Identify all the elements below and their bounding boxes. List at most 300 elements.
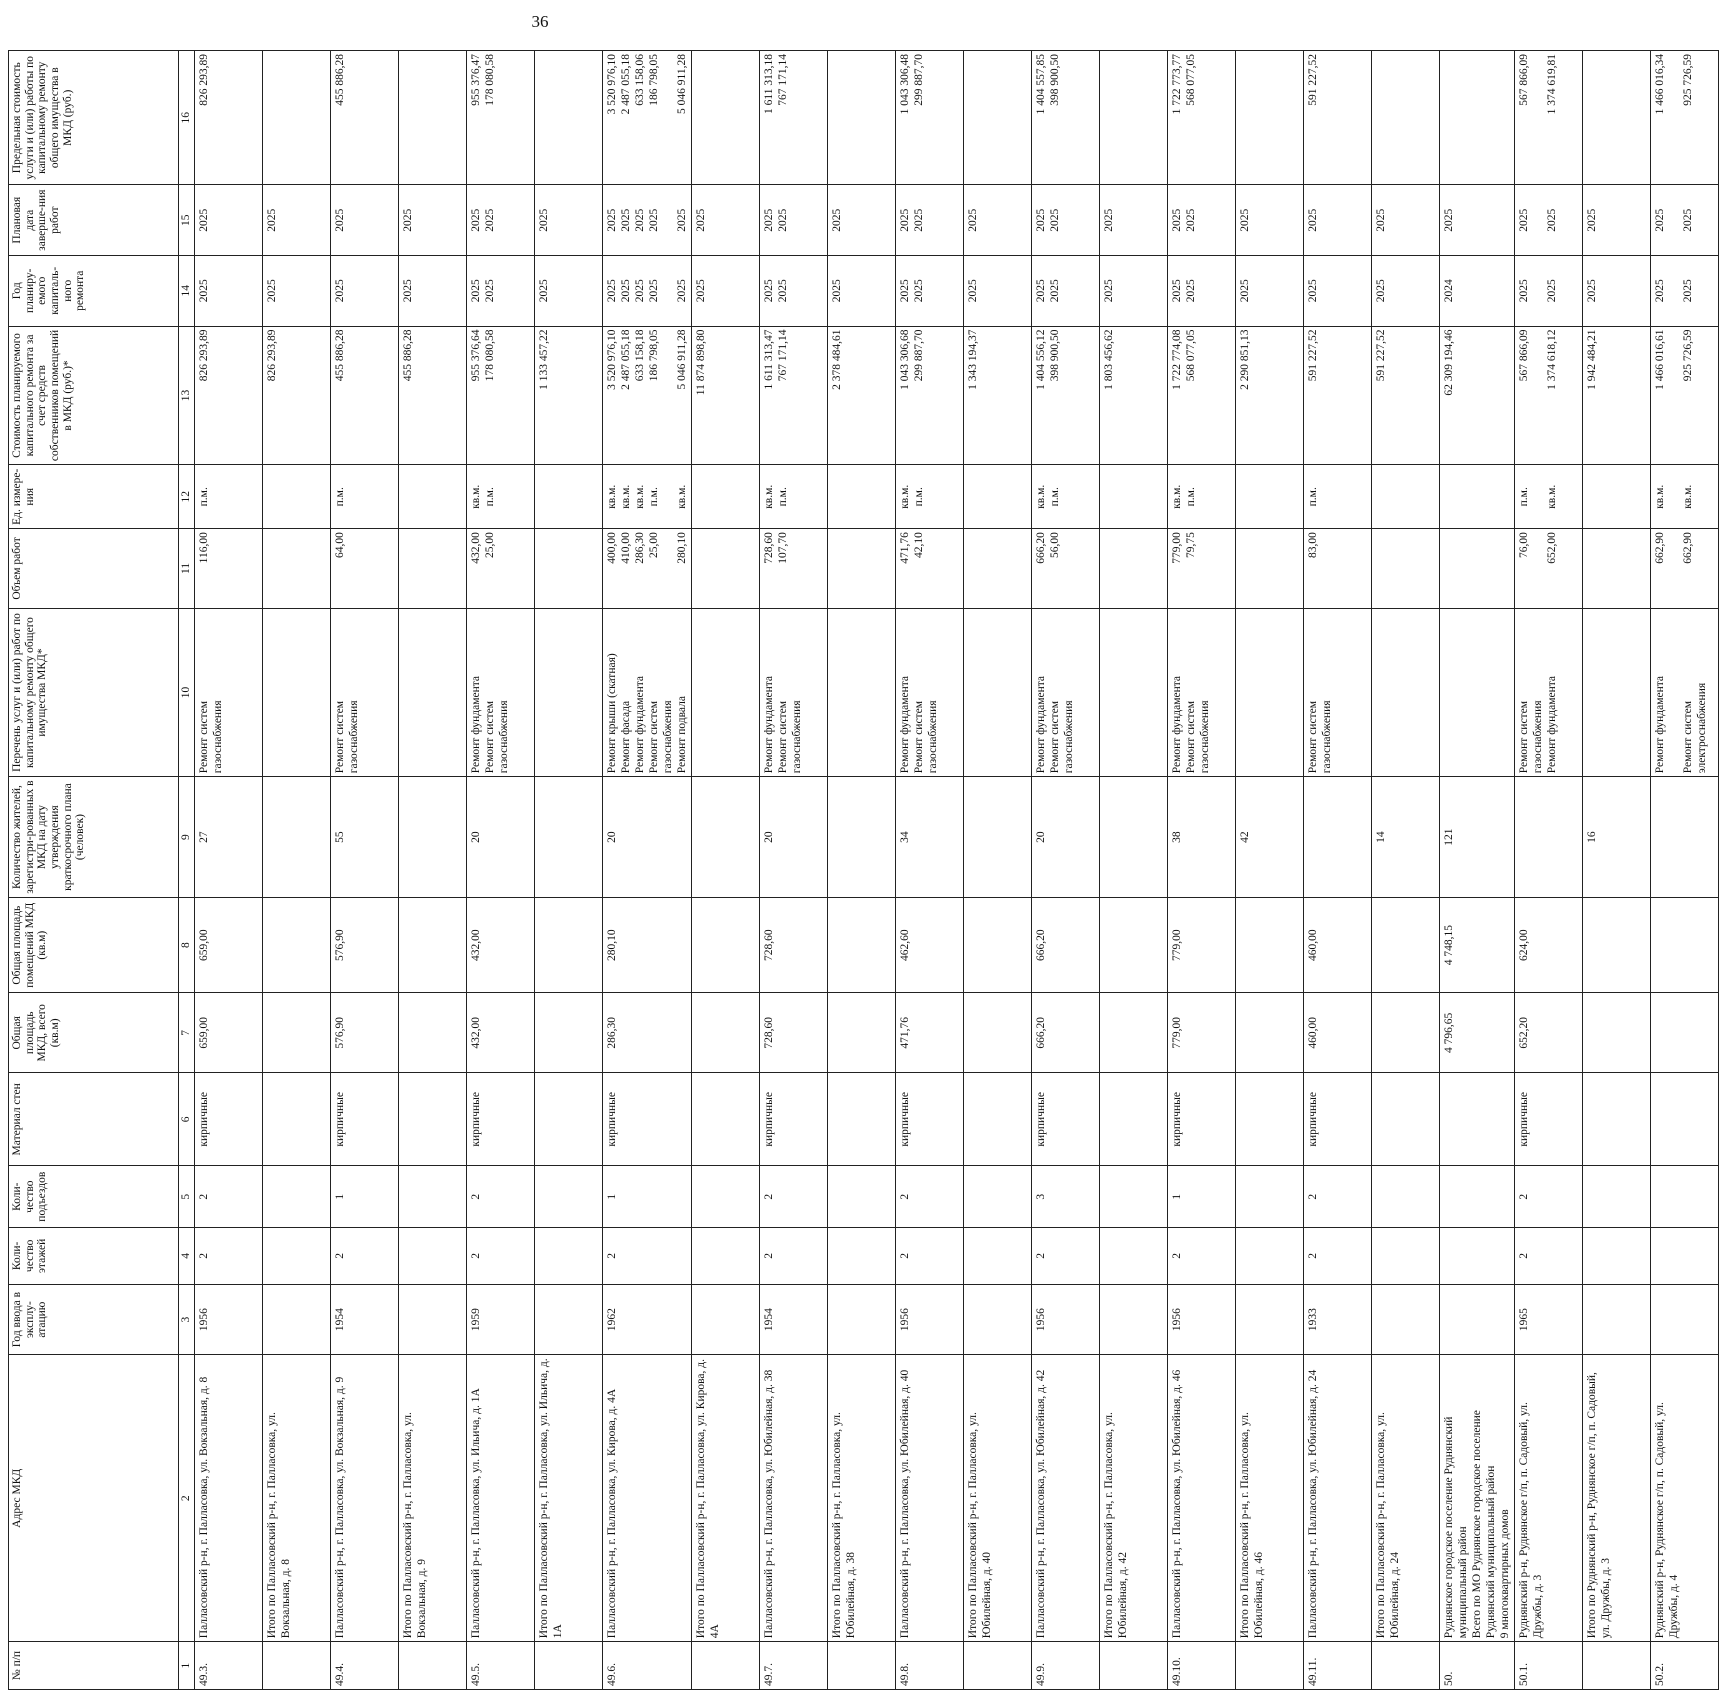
table-cell [534,1284,602,1355]
table-cell: 2025 2025 [1514,255,1582,326]
table-cell [1371,529,1439,609]
table-cell: 4 796,65 [1439,993,1514,1073]
table-cell: 2025 [1439,185,1514,256]
table-cell: 432,00 [466,897,534,993]
table-cell: 1 722 773,77 568 077,05 [1167,51,1235,185]
table-cell [963,1227,1031,1284]
table-cell [398,993,466,1073]
table-cell: 779,00 [1167,897,1235,993]
table-cell [262,529,330,609]
table-cell [398,51,466,185]
table-cell: 432,00 25,00 [466,529,534,609]
table-cell: Ремонт систем газоснабжения [1303,608,1371,776]
table-cell: 1 [330,1166,398,1227]
table-cell [963,608,1031,776]
header-cell: № п/п [9,1642,179,1690]
table-cell [398,529,466,609]
table-cell [534,1166,602,1227]
table-cell [1371,993,1439,1073]
table-cell: 2025 [827,255,895,326]
table-cell: 826 293,89 [194,326,262,465]
table-cell [1650,1166,1718,1227]
table-cell: 76,00 652,00 [1514,529,1582,609]
table-cell: Ремонт фундамента Ремонт систем газоснабжения [466,608,534,776]
table-cell [534,608,602,776]
table-cell: 1 [1167,1166,1235,1227]
table-cell [1371,51,1439,185]
table-cell [963,1166,1031,1227]
table-cell: 1 611 313,47 767 171,14 [759,326,827,465]
table-cell: 659,00 [194,993,262,1073]
table-cell: 567 866,09 1 374 619,81 [1514,51,1582,185]
table-cell: Итого по Палласовский р-н, г. Палласовка, ул. Вокзальная, д. 9 [398,1355,466,1642]
table-cell: кв.м. п.м. [1167,465,1235,529]
table-cell: 1 133 457,22 [534,326,602,465]
column-number: 4 [179,1227,195,1284]
table-cell [827,897,895,993]
table-cell [1371,1073,1439,1166]
header-cell: Стоимость планируемого капитального ремонта за счет средств собственников помещений в МКД (руб.)* [9,326,179,465]
table-cell [1303,777,1371,898]
table-cell [1235,1073,1303,1166]
header-cell: Общая площадь помещений МКД (кв.м) [9,897,179,993]
table-cell: 38 [1167,777,1235,898]
table-row [330,51,398,1690]
table-cell: Палласовский р-н, г. Палласовка, ул. Вокзальная, д. 9 [330,1355,398,1642]
table-cell [398,1073,466,1166]
table-cell: 1956 [194,1284,262,1355]
table-cell: 2 [194,1166,262,1227]
table-cell: 50. [1439,1642,1514,1690]
table-cell [963,1642,1031,1690]
table-cell: Итого по Палласовский р-н, г. Палласовка, ул. Юбилейная, д. 42 [1099,1355,1167,1642]
table-cell [1582,897,1650,993]
table-cell [1099,1642,1167,1690]
table-cell: п.м. [1303,465,1371,529]
table-cell: 49.7. [759,1642,827,1690]
table-cell: 286,30 [602,993,691,1073]
table-cell: 1959 [466,1284,534,1355]
table-row [1167,51,1235,1690]
table-cell: 2025 [1303,255,1371,326]
column-number: 6 [179,1073,195,1166]
header-cell: Год планиру-емого капиталь-ного ремонта [9,255,179,326]
table-cell: Ремонт фундамента Ремонт систем газоснабжения [895,608,963,776]
table-cell: 471,76 [895,993,963,1073]
table-cell: 2025 2025 [1650,185,1718,256]
table-cell: кв.м. кв.м. [1650,465,1718,529]
table-cell: 50.1. [1514,1642,1582,1690]
table-cell: 1 466 016,61 925 726,59 [1650,326,1718,465]
table-cell: 2025 2025 [466,185,534,256]
table-cell: кирпичные [602,1073,691,1166]
table-cell: 2 [602,1227,691,1284]
table-cell: 2025 2025 2025 2025 2025 [602,255,691,326]
table-cell: 826 293,89 [262,326,330,465]
table-cell: 2025 2025 [1514,185,1582,256]
table-cell [691,529,759,609]
table-cell [1235,1166,1303,1227]
table-cell: 2 [194,1227,262,1284]
table-cell [1582,1642,1650,1690]
table-cell [534,1642,602,1690]
table-cell [1650,897,1718,993]
table-cell: 2 [759,1227,827,1284]
table-cell [691,51,759,185]
table-cell: 64,00 [330,529,398,609]
table-cell [534,1073,602,1166]
table-cell [827,1642,895,1690]
table-cell: 1 942 484,21 [1582,326,1650,465]
table-cell [1371,1284,1439,1355]
table-cell: 2025 2025 [895,185,963,256]
table-cell: 1933 [1303,1284,1371,1355]
table-cell: 20 [602,777,691,898]
table-cell: 1 803 456,62 [1099,326,1167,465]
table-cell [262,1227,330,1284]
table-cell [1099,1073,1167,1166]
table-cell [1582,51,1650,185]
table-cell: 1 [602,1166,691,1227]
table-cell [398,897,466,993]
column-number: 12 [179,465,195,529]
table-cell [534,465,602,529]
table-row [1031,51,1099,1690]
table-cell [1099,529,1167,609]
table-cell: 2025 [1582,255,1650,326]
table-cell: 2 [466,1166,534,1227]
table-row [262,51,330,1690]
table-cell: 2025 [1371,185,1439,256]
table-cell: 2 [1303,1166,1371,1227]
header-cell: Плановая дата заверше-ния работ [9,185,179,256]
table-cell: 2025 [262,185,330,256]
table-cell [534,51,602,185]
table-cell: 16 [1582,777,1650,898]
table-cell: 2025 [534,255,602,326]
table-cell [262,1166,330,1227]
table-cell: п.м. [330,465,398,529]
table-cell [827,777,895,898]
table-cell [1371,1227,1439,1284]
table-cell [398,1284,466,1355]
table-cell: 2025 2025 [1031,185,1099,256]
table-cell [1099,465,1167,529]
table-cell [1099,1166,1167,1227]
table-cell [827,465,895,529]
header-cell: Коли-чество подъездов [9,1166,179,1227]
table-cell [534,897,602,993]
table-row [1371,51,1439,1690]
table-cell: 1 404 557,85 398 900,50 [1031,51,1099,185]
table-cell: кирпичные [1303,1073,1371,1166]
table-cell [963,897,1031,993]
table-cell [534,1227,602,1284]
table-cell [262,1284,330,1355]
table-cell: 11 874 898,80 [691,326,759,465]
table-cell: Палласовский р-н, г. Палласовка, ул. Юбилейная, д. 40 [895,1355,963,1642]
table-cell: 567 866,09 1 374 618,12 [1514,326,1582,465]
table-cell: 659,00 [194,897,262,993]
header-cell: Ед. измере-ния [9,465,179,529]
table-cell: Ремонт фундамента Ремонт систем газоснабжения [1031,608,1099,776]
table-cell [1099,1284,1167,1355]
table-cell: Ремонт систем газоснабжения [194,608,262,776]
table-cell: кирпичные [466,1073,534,1166]
column-number: 3 [179,1284,195,1355]
table-cell: 1965 [1514,1284,1582,1355]
table-cell: 955 376,47 178 080,58 [466,51,534,185]
table-cell: 1962 [602,1284,691,1355]
table-cell: 2024 [1439,255,1514,326]
table-cell [1235,1642,1303,1690]
table-cell [1439,608,1514,776]
table-cell [262,777,330,898]
table-cell: Ремонт крыши (скатная) Ремонт фасада Ремонт фундамента Ремонт систем газоснабжения Ремонт подвала [602,608,691,776]
table-cell [691,1642,759,1690]
table-cell: 14 [1371,777,1439,898]
table-cell: 2 [895,1166,963,1227]
table-cell [1235,465,1303,529]
table-cell: Ремонт систем газоснабжения [330,608,398,776]
table-cell: 49.11. [1303,1642,1371,1690]
table-cell: 2025 [1099,185,1167,256]
table-cell: 49.10. [1167,1642,1235,1690]
table-cell: Руднянский р-н, Руднянское г/п, п. Садовый, ул. Дружбы, д. 3 [1514,1355,1582,1642]
table-cell [1235,897,1303,993]
table-cell: Итого по Палласовский р-н, г. Палласовка, ул. Юбилейная, д. 40 [963,1355,1031,1642]
table-cell [1235,1284,1303,1355]
table-cell: 662,90 662,90 [1650,529,1718,609]
table-cell: 455 886,28 [330,326,398,465]
table-row [466,51,534,1690]
table-cell [1099,1227,1167,1284]
table-cell [827,608,895,776]
table-cell: 121 [1439,777,1514,898]
table-row [1582,51,1650,1690]
table-cell [1235,51,1303,185]
table-row [895,51,963,1690]
table-cell: 1 043 306,68 299 887,70 [895,326,963,465]
table-cell: 728,60 107,70 [759,529,827,609]
table-row [534,51,602,1690]
table-cell: кирпичные [330,1073,398,1166]
table-cell [1099,897,1167,993]
table-cell [963,993,1031,1073]
table-cell: 2025 2025 [1650,255,1718,326]
table-cell [1582,529,1650,609]
table-row [691,51,759,1690]
table-cell: 2025 [534,185,602,256]
column-number: 15 [179,185,195,256]
page-number: 36 [531,12,549,31]
table-row [398,51,466,1690]
table-cell: 27 [194,777,262,898]
table-row [1439,51,1514,1690]
table-cell: 2025 2025 [466,255,534,326]
table-cell: 20 [466,777,534,898]
table-cell: 42 [1235,777,1303,898]
table-cell: Ремонт фундамента Ремонт систем газоснабжения [1167,608,1235,776]
table-cell: 3 [1031,1166,1099,1227]
column-number: 7 [179,993,195,1073]
table-cell: 826 293,89 [194,51,262,185]
table-cell [1439,465,1514,529]
table-cell: 591 227,52 [1303,326,1371,465]
table-cell: Палласовский р-н, г. Палласовка, ул. Юбилейная, д. 46 [1167,1355,1235,1642]
table-cell [691,1284,759,1355]
table-cell: 1 343 194,37 [963,326,1031,465]
table-cell: 3 520 976,10 2 487 055,18 633 158,18 186 798,05 5 046 911,28 [602,326,691,465]
table-cell: 1954 [759,1284,827,1355]
table-cell: 576,90 [330,897,398,993]
table-cell: п.м. [194,465,262,529]
column-number: 5 [179,1166,195,1227]
table-row [1650,51,1718,1690]
table-cell [1439,51,1514,185]
column-number: 8 [179,897,195,993]
table-cell: кирпичные [1167,1073,1235,1166]
table-cell: 591 227,52 [1303,51,1371,185]
table-cell: 1 466 016,34 925 726,59 [1650,51,1718,185]
table-cell: 1954 [330,1284,398,1355]
table-cell: 2 [1514,1166,1582,1227]
table-cell: 2 [1167,1227,1235,1284]
table-cell: 2025 [963,255,1031,326]
table-cell: кв.м. п.м. [895,465,963,529]
table-cell: 2025 2025 [895,255,963,326]
table-cell: 2 [1514,1227,1582,1284]
table-cell: 955 376,64 178 080,58 [466,326,534,465]
table-cell: 2 [759,1166,827,1227]
table-cell: 62 309 194,46 [1439,326,1514,465]
table-cell [827,1073,895,1166]
table-cell: кв.м. п.м. [466,465,534,529]
table-cell: 2025 [398,255,466,326]
table-cell [1582,1284,1650,1355]
table-cell: Ремонт фундамента Ремонт систем газоснабжения [759,608,827,776]
table-cell: 460,00 [1303,993,1371,1073]
table-cell: кирпичные [759,1073,827,1166]
table-cell [827,1166,895,1227]
header-cell: Количество жителей, зарегистри-рованных в МКД на дату утверждения краткосрочного плана (человек) [9,777,179,898]
table-cell: 779,00 79,75 [1167,529,1235,609]
table-cell [262,993,330,1073]
table-cell [262,51,330,185]
table-cell: кв.м. п.м. [1031,465,1099,529]
table-cell: 2 [466,1227,534,1284]
table-cell: 2025 [1235,255,1303,326]
table-cell: 2025 [691,255,759,326]
table-cell: 471,76 42,10 [895,529,963,609]
table-cell: 50.2. [1650,1642,1718,1690]
table-cell: 1 611 313,18 767 171,14 [759,51,827,185]
landscape-sheet [8,50,1708,1690]
table-cell [1582,1166,1650,1227]
capital-repair-table [8,50,1719,1690]
table-cell [1439,1073,1514,1166]
table-cell: 1 404 556,12 398 900,50 [1031,326,1099,465]
table-cell [1099,608,1167,776]
table-cell [1582,1073,1650,1166]
table-cell [1650,1073,1718,1166]
table-cell: кирпичные [895,1073,963,1166]
table-cell: Ремонт систем газоснабжения Ремонт фундамента [1514,608,1582,776]
table-cell: кирпичные [1514,1073,1582,1166]
table-cell: Палласовский р-н, г. Палласовка, ул. Кирова, д. 4А [602,1355,691,1642]
table-cell [1514,777,1582,898]
header-cell: Адрес МКД [9,1355,179,1642]
table-cell: 666,20 [1031,897,1099,993]
column-number: 10 [179,608,195,776]
table-cell [1235,529,1303,609]
table-cell [1650,993,1718,1073]
table-cell [963,51,1031,185]
table-cell [398,608,466,776]
table-cell [827,1227,895,1284]
table-cell: 624,00 [1514,897,1582,993]
table-cell: 4 748,15 [1439,897,1514,993]
table-cell [1582,608,1650,776]
table-cell [398,1642,466,1690]
column-number: 1 [179,1642,195,1690]
table-row [1099,51,1167,1690]
table-cell: 2 [330,1227,398,1284]
table-cell: 2 [1303,1227,1371,1284]
table-cell [1582,465,1650,529]
table-cell: Итого по Руднянский р-н, Руднянское г/п, п. Садовый, ул. Дружбы, д. 3 [1582,1355,1650,1642]
table-cell [534,993,602,1073]
table-cell [398,777,466,898]
table-body [194,51,1718,1690]
table-cell [1439,1284,1514,1355]
table-cell: 116,00 [194,529,262,609]
table-cell: 20 [759,777,827,898]
table-cell: 432,00 [466,993,534,1073]
column-number-row [179,51,195,1690]
table-cell [691,1227,759,1284]
table-cell [1439,1227,1514,1284]
table-cell: 462,60 [895,897,963,993]
table-cell [827,529,895,609]
table-row [963,51,1031,1690]
table-cell: Палласовский р-н, г. Палласовка, ул. Вокзальная, д. 8 [194,1355,262,1642]
table-cell: 49.5. [466,1642,534,1690]
table-cell: 2025 2025 [1167,185,1235,256]
header-row [9,51,179,1690]
table-cell: 728,60 [759,897,827,993]
table-cell: 2 [1031,1227,1099,1284]
table-cell: 3 520 976,10 2 487 055,18 633 158,06 186 798,05 5 046 911,28 [602,51,691,185]
header-cell: Общая площадь МКД, всего (кв.м) [9,993,179,1073]
table-cell [963,1284,1031,1355]
table-cell: Итого по Палласовский р-н, г. Палласовка, ул. Юбилейная, д. 38 [827,1355,895,1642]
table-cell [1371,608,1439,776]
column-number: 9 [179,777,195,898]
table-cell [827,1284,895,1355]
table-cell: 2025 [1582,185,1650,256]
table-cell: 728,60 [759,993,827,1073]
table-cell: 2 290 851,13 [1235,326,1303,465]
table-cell: 2 378 484,61 [827,326,895,465]
table-cell [534,529,602,609]
table-cell: 2025 [691,185,759,256]
table-cell: 49.4. [330,1642,398,1690]
table-cell [1099,993,1167,1073]
table-cell [691,897,759,993]
table-cell: Руднянский р-н, Руднянское г/п, п. Садовый, ул. Дружбы, д. 4 [1650,1355,1718,1642]
table-cell: 2025 2025 [759,255,827,326]
